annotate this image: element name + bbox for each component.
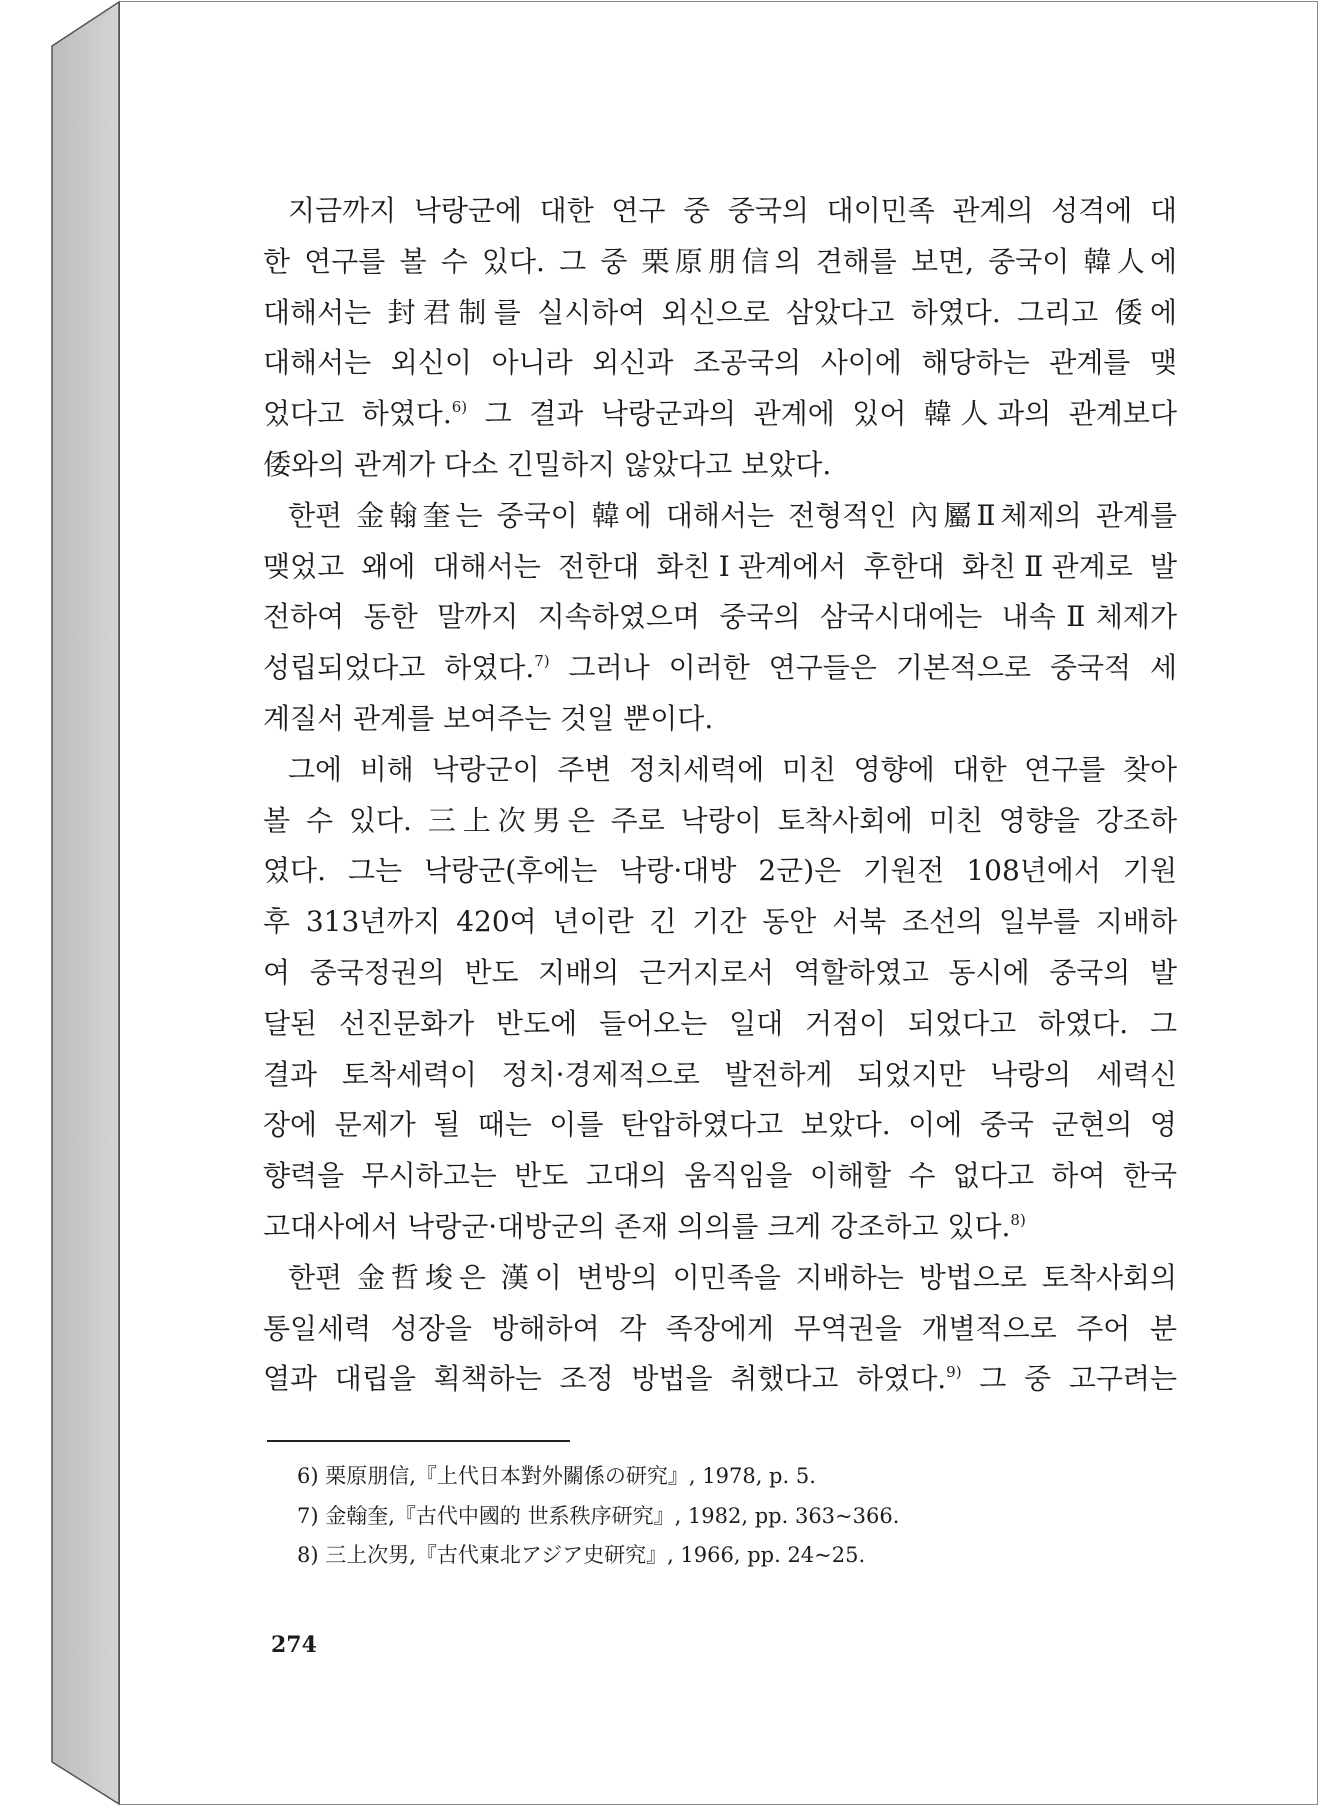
text-line: 지금까지 낙랑군에 대한 연구 중 중국의 대이민족 관계의 성격에 대 bbox=[288, 194, 1177, 227]
text-line: 향력을 무시하고는 반도 고대의 움직임을 이해할 수 없다고 하여 한국 bbox=[263, 1159, 1177, 1193]
text-line: 결과 토착세력이 정치·경제적으로 발전하게 되었지만 낙랑의 세력신 bbox=[263, 1057, 1177, 1091]
book-spine-face bbox=[52, 2, 119, 1804]
text-segment: 고대사에서 낙랑군·대방군의 존재 의의를 크게 강조하고 있다. bbox=[263, 1209, 1011, 1243]
text-line: 대해서는 封君制를 실시하여 외신으로 삼았다고 하였다. 그리고 倭에 bbox=[263, 295, 1177, 329]
text-line bbox=[263, 1202, 1177, 1253]
footnote-ref: 9) bbox=[946, 1363, 962, 1382]
text-segment: 열과 대립을 획책하는 조정 방법을 취했다고 하였다. bbox=[263, 1362, 947, 1396]
text-line bbox=[263, 1354, 1177, 1405]
text-line: 한 연구를 볼 수 있다. 그 중 栗原朋信의 견해를 보면, 중국이 韓人에 bbox=[263, 244, 1177, 278]
text-line: 한편 金翰奎는 중국이 韓에 대해서는 전형적인 內屬Ⅱ체제의 관계를 bbox=[288, 498, 1177, 532]
text-segment: 성립되었다고 하였다. bbox=[263, 651, 535, 685]
text-line: 달된 선진문화가 반도에 들어오는 일대 거점이 되었다고 하였다. 그 bbox=[263, 1006, 1177, 1040]
text-line: 후 313년까지 420여 년이란 긴 기간 동안 서북 조선의 일부를 지배하 bbox=[263, 905, 1177, 939]
text-segment: 그 결과 낙랑군과의 관계에 있어 韓人과의 관계보다 bbox=[467, 397, 1177, 431]
text-line: 그에 비해 낙랑군이 주변 정치세력에 미친 영향에 대한 연구를 찾아 bbox=[288, 752, 1177, 786]
page-number: 274 bbox=[271, 1632, 317, 1658]
text-segment: 그 중 고구려는 bbox=[961, 1362, 1177, 1396]
text-line: 였다. 그는 낙랑군(후에는 낙랑·대방 2군)은 기원전 108년에서 기원 bbox=[263, 854, 1177, 888]
text-line: 맺었고 왜에 대해서는 전한대 화친Ⅰ관계에서 후한대 화친Ⅱ관계로 발 bbox=[263, 549, 1177, 583]
footnote: 6) 栗原朋信,『上代日本對外關係の研究』, 1978, p. 5. bbox=[297, 1464, 816, 1488]
text-segment: 었다고 하였다. bbox=[263, 397, 452, 431]
text-line: 여 중국정권의 반도 지배의 근거지로서 역할하였고 동시에 중국의 발 bbox=[263, 955, 1177, 989]
footnote-ref: 8) bbox=[1010, 1210, 1026, 1229]
footnote: 8) 三上次男,『古代東北アジア史研究』, 1966, pp. 24~25. bbox=[297, 1543, 866, 1567]
footnotes bbox=[297, 1457, 1177, 1576]
text-line: 倭와의 관계가 다소 긴밀하지 않았다고 보았다. bbox=[263, 447, 832, 481]
text-line: 한편 金哲埈은 漢이 변방의 이민족을 지배하는 방법으로 토착사회의 bbox=[288, 1260, 1177, 1294]
text-line: 통일세력 성장을 방해하여 각 족장에게 무역권을 개별적으로 주어 분 bbox=[263, 1311, 1177, 1345]
text-line bbox=[263, 389, 1177, 440]
footnote: 7) 金翰奎,『古代中國的 世系秩序研究』, 1982, pp. 363~366. bbox=[297, 1503, 900, 1528]
footnote-ref: 6) bbox=[451, 398, 468, 417]
text-line: 장에 문제가 될 때는 이를 탄압하였다고 보았다. 이에 중국 군현의 영 bbox=[263, 1108, 1177, 1142]
footnote-ref: 7) bbox=[534, 652, 550, 671]
text-segment: 그러나 이러한 연구들은 기본적으로 중국적 세 bbox=[549, 651, 1177, 685]
text-line: 대해서는 외신이 아니라 외신과 조공국의 사이에 해당하는 관계를 맺 bbox=[263, 346, 1177, 380]
body-text bbox=[263, 186, 1177, 1405]
text-line: 전하여 동한 말까지 지속하였으며 중국의 삼국시대에는 내속Ⅱ체제가 bbox=[263, 600, 1177, 634]
text-line bbox=[263, 643, 1177, 694]
footnote-divider bbox=[267, 1440, 570, 1442]
text-line: 볼 수 있다. 三上次男은 주로 낙랑이 토착사회에 미친 영향을 강조하 bbox=[263, 803, 1177, 837]
text-line: 계질서 관계를 보여주는 것일 뿐이다. bbox=[263, 701, 714, 735]
